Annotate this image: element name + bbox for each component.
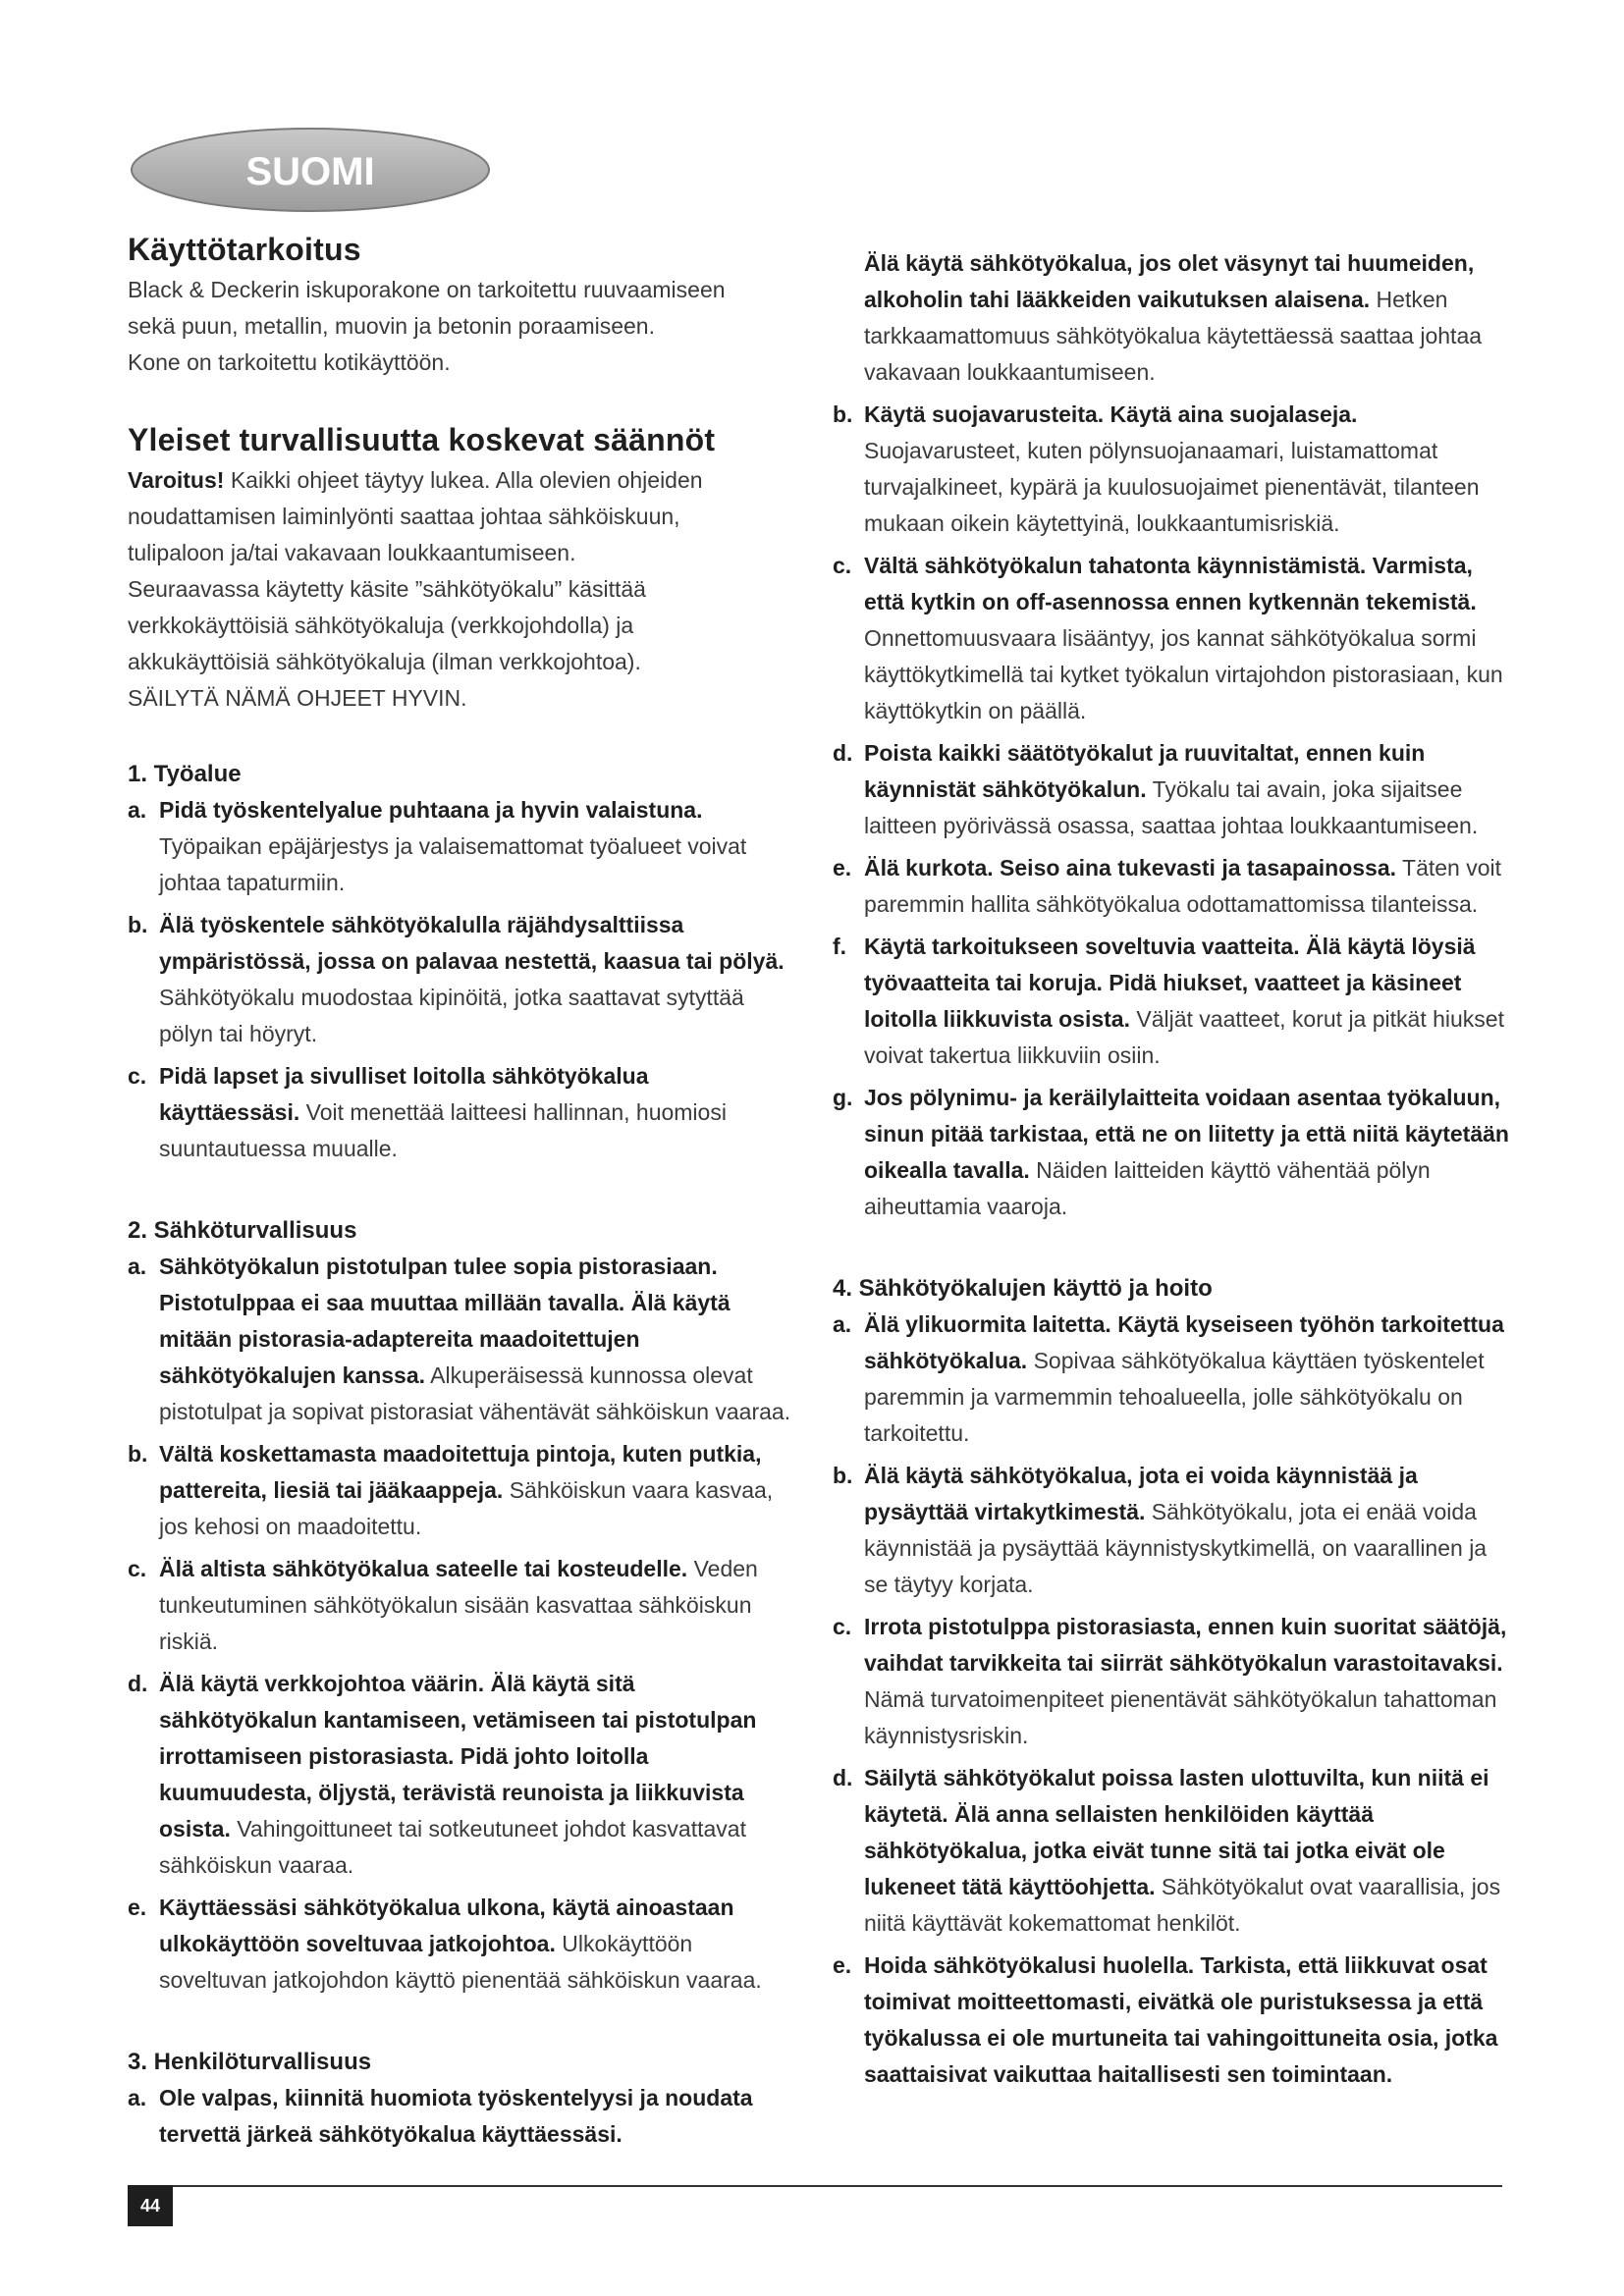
item-bold: Ole valpas, kiinnitä huomiota työskentelyysi ja noudata tervettä järkeä sähkötyökalua käyttäessäsi.: [159, 2085, 753, 2147]
item-bold: Älä kurkota. Seiso aina tukevasti ja tasapainossa.: [864, 855, 1397, 881]
item-label: d.: [128, 1671, 148, 1696]
right-column: [833, 245, 1510, 2099]
list-item: [833, 1080, 1510, 1225]
left-column: [128, 232, 795, 2159]
item-text: Sähköiskun vaara kasvaa, jos kehosi on maadoitettu.: [159, 1477, 774, 1539]
item-bold: Pidä työskentelyalue puhtaana ja hyvin valaistuna.: [159, 797, 703, 823]
intended-use-line: Kone on tarkoitettu kotikäyttöön.: [128, 349, 451, 375]
list-item: [128, 2080, 795, 2153]
list-item: [833, 548, 1510, 729]
item-bold: Pidä lapset ja sivulliset loitolla sähkötyökalua käyttäessäsi.: [159, 1063, 649, 1125]
warning-text: Kaikki ohjeet täytyy lukea. Alla olevien ohjeiden: [230, 467, 703, 493]
item-text: Sopivaa sähkötyökalua käyttäen työskentelet paremmin ja varmemmin tehoalueella, jolle sähkötyökalu on tarkoitettu.: [864, 1348, 1485, 1446]
intended-use-line: Black & Deckerin iskuporakone on tarkoitettu ruuvaamiseen: [128, 277, 726, 302]
item-label: c.: [833, 1614, 852, 1639]
list-item: [833, 929, 1510, 1074]
item-text: Työpaikan epäjärjestys ja valaisemattomat työalueet voivat johtaa tapaturmiin.: [159, 833, 747, 895]
list-item: [128, 1436, 795, 1545]
list-item: [833, 1307, 1510, 1452]
item-label: a.: [128, 797, 147, 823]
item-text: Veden tunkeutuminen sähkötyökalun sisään kasvattaa sähköiskun riskiä.: [159, 1556, 758, 1654]
item-label: b.: [833, 401, 853, 427]
item-text: Onnettomuusvaara lisääntyy, jos kannat sähkötyökalua sormi käyttökytkimellä tai kytket työkalun virtajohdon pistorasiaan, kun käyttökytkin on päällä.: [864, 625, 1503, 723]
general-safety-line: tulipaloon ja/tai vakavaan loukkaantumiseen.: [128, 540, 576, 565]
list-item: [833, 1948, 1510, 2093]
item-label: f.: [833, 934, 847, 959]
item-label: b.: [128, 912, 148, 937]
item-bold: Jos pölynimu- ja keräilylaitteita voidaan asentaa työkaluun, sinun pitää tarkistaa, että ne on liitetty ja että niitä käytetään oikealla tavalla.: [864, 1085, 1509, 1183]
item-label: e.: [128, 1895, 147, 1920]
item-label: d.: [833, 740, 853, 766]
item-text: Täten voit paremmin hallita sähkötyökalua odottamattomissa tilanteissa.: [864, 855, 1502, 917]
item-label: e.: [833, 855, 852, 881]
item-text: Vahingoittuneet tai sotkeutuneet johdot kasvattavat sähköiskun vaaraa.: [159, 1816, 746, 1878]
list-item: [833, 397, 1510, 542]
list-item: [128, 907, 795, 1052]
list-item: [833, 1458, 1510, 1603]
item-text: Suojavarusteet, kuten pölynsuojanaamari, luistamattomat turvajalkineet, kypärä ja kuulosuojaimet pienentävät, tilanteen mukaan oikein käytettyinä, loukkaantumisriskiä.: [864, 438, 1480, 536]
item-text: Ulkokäyttöön soveltuvan jatkojohdon käyttö pienentää sähköiskun vaaraa.: [159, 1931, 762, 1993]
general-safety-line: noudattamisen laiminlyönti saattaa johtaa sähköiskuun,: [128, 504, 680, 529]
general-safety-line: SÄILYTÄ NÄMÄ OHJEET HYVIN.: [128, 685, 467, 711]
item-bold: Älä ylikuormita laitetta. Käytä kyseiseen työhön tarkoitettua sähkötyökalua.: [864, 1311, 1504, 1373]
item-text: Näiden laitteiden käyttö vähentää pölyn aiheuttamia vaaroja.: [864, 1157, 1431, 1219]
electrical-safety-heading: 2. Sähköturvallisuus: [128, 1217, 357, 1244]
item-label: d.: [833, 1765, 853, 1790]
item-text: Alkuperäisessä kunnossa olevat pistotulpat ja sopivat pistorasiat vähentävät sähköiskun vaaraa.: [159, 1362, 791, 1424]
list-item: [833, 735, 1510, 844]
item-text: Sähkötyökalu, jota ei enää voida käynnistää ja pysäyttää käynnistyskytkimellä, on vaarallinen ja se täytyy korjata.: [864, 1499, 1488, 1597]
general-safety-title: Yleiset turvallisuutta koskevat säännöt: [128, 422, 716, 457]
item-bold: Älä käytä sähkötyökalua, jota ei voida käynnistää ja pysäyttää virtakytkimestä.: [864, 1463, 1418, 1524]
list-item: [128, 792, 795, 901]
item-bold: Sähkötyökalun pistotulpan tulee sopia pistorasiaan. Pistotulppaa ei saa muuttaa millään tavalla. Älä käytä mitään pistorasia-adaptereita maadoitettujen sähkötyökalujen kanssa.: [159, 1254, 731, 1388]
item-bold: Käytä suojavarusteita. Käytä aina suojalaseja.: [864, 401, 1358, 427]
item-label: a.: [833, 1311, 852, 1337]
list-item-continued: [833, 245, 1510, 391]
general-safety-line: akkukäyttöisiä sähkötyökaluja (ilman verkkojohtoa).: [128, 649, 641, 674]
item-label: a.: [128, 2085, 147, 2110]
item-label: b.: [128, 1441, 148, 1467]
item-bold: Poista kaikki säätötyökalut ja ruuvitaltat, ennen kuin käynnistät sähkötyökalun.: [864, 740, 1426, 802]
intended-use-title: Käyttötarkoitus: [128, 232, 361, 267]
page-number: 44: [128, 2185, 173, 2226]
footer-rule: [128, 2185, 1502, 2187]
item-bold: Älä altista sähkötyökalua sateelle tai kosteudelle.: [159, 1556, 688, 1581]
item-bold: Älä käytä sähkötyökalua, jos olet väsynyt tai huumeiden, alkoholin tahi lääkkeiden vaikutuksen alaisena.: [864, 250, 1475, 312]
work-area-heading: 1. Työalue: [128, 761, 242, 787]
list-item: [128, 1058, 795, 1167]
list-item: [833, 1609, 1510, 1754]
item-bold: Käytä tarkoitukseen soveltuvia vaatteita. Älä käytä löysiä työvaatteita tai koruja. Pidä hiukset, vaatteet ja käsineet loitolla liikkuvista osista.: [864, 934, 1476, 1032]
item-label: a.: [128, 1254, 147, 1279]
item-bold: Irrota pistotulppa pistorasiasta, ennen kuin suoritat säätöjä, vaihdat tarvikkeita tai siirrät sähkötyökalun varastoitavaksi.: [864, 1614, 1507, 1676]
item-text: Työkalu tai avain, joka sijaitsee laitteen pyörivässä osassa, saattaa johtaa loukkaantumiseen.: [864, 776, 1479, 838]
item-bold: Käyttäessäsi sähkötyökalua ulkona, käytä ainoastaan ulkokäyttöön soveltuvaa jatkojohtoa.: [159, 1895, 734, 1956]
intended-use-line: sekä puun, metallin, muovin ja betonin poraamiseen.: [128, 313, 655, 339]
item-bold: Älä käytä verkkojohtoa väärin. Älä käytä sitä sähkötyökalun kantamiseen, vetämiseen tai pistotulpan irrottamiseen pistorasiasta. Pidä johto loitolla kuumuudesta, öljystä, terävistä reunoista ja liikkuvista osista.: [159, 1671, 757, 1842]
item-text: Väljät vaatteet, korut ja pitkät hiukset voivat takertua liikkuviin osiin.: [864, 1006, 1504, 1068]
language-badge: [128, 124, 493, 216]
warning-line: [128, 462, 795, 499]
item-label: c.: [128, 1063, 147, 1089]
item-bold: Älä työskentele sähkötyökalulla räjähdysalttiissa ympäristössä, jossa on palavaa nestettä, kaasua tai pölyä.: [159, 912, 785, 974]
item-bold: Vältä koskettamasta maadoitettuja pintoja, kuten putkia, pattereita, liesiä tai jääkaappeja.: [159, 1441, 762, 1503]
item-text: Sähkötyökalu muodostaa kipinöitä, jotka saattavat sytyttää pölyn tai höyryt.: [159, 985, 744, 1046]
list-item: [128, 1890, 795, 1999]
personal-safety-heading: 3. Henkilöturvallisuus: [128, 2049, 372, 2075]
item-bold: Säilytä sähkötyökalut poissa lasten ulottuvilta, kun niitä ei käytetä. Älä anna sellaisten henkilöiden käyttää sähkötyökalua, jotka eivät tunne sitä tai jotka eivät ole lukeneet tätä käyttöohjetta.: [864, 1765, 1489, 1899]
general-safety-line: Seuraavassa käytetty käsite ”sähkötyökalu” käsittää: [128, 576, 646, 602]
list-item: [128, 1551, 795, 1660]
item-label: c.: [833, 553, 852, 578]
item-bold: Hoida sähkötyökalusi huolella. Tarkista, että liikkuvat osat toimivat moitteettomasti, eivätkä ole puristuksessa ja että työkalussa ei ole murtuneita tai vahingoittuneita osia, jotka saattaisivat vaikuttaa haitallisesti sen toimintaan.: [864, 1952, 1498, 2087]
item-label: e.: [833, 1952, 852, 1978]
list-item: [833, 850, 1510, 923]
item-bold: Vältä sähkötyökalun tahatonta käynnistämistä. Varmista, että kytkin on off-asennossa ennen kytkennän tekemistä.: [864, 553, 1477, 614]
item-label: c.: [128, 1556, 147, 1581]
list-item: [833, 1760, 1510, 1942]
tool-use-heading: 4. Sähkötyökalujen käyttö ja hoito: [833, 1275, 1213, 1302]
item-text: Hetken tarkkaamattomuus sähkötyökalua käytettäessä saattaa johtaa vakavaan loukkaantumiseen.: [864, 287, 1483, 385]
item-text: Voit menettää laitteesi hallinnan, huomiosi suuntautuessa muualle.: [159, 1099, 727, 1161]
general-safety-line: verkkokäyttöisiä sähkötyökaluja (verkkojohdolla) ja: [128, 613, 634, 638]
language-badge-label: SUOMI: [245, 150, 375, 193]
item-text: Nämä turvatoimenpiteet pienentävät sähkötyökalun tahattoman käynnistysriskin.: [864, 1686, 1497, 1748]
item-text: Sähkötyökalut ovat vaarallisia, jos niitä käyttävät kokemattomat henkilöt.: [864, 1874, 1501, 1936]
warning-label: Varoitus!: [128, 467, 225, 493]
item-label: g.: [833, 1085, 853, 1110]
list-item: [128, 1249, 795, 1430]
item-label: b.: [833, 1463, 853, 1488]
list-item: [128, 1666, 795, 1884]
